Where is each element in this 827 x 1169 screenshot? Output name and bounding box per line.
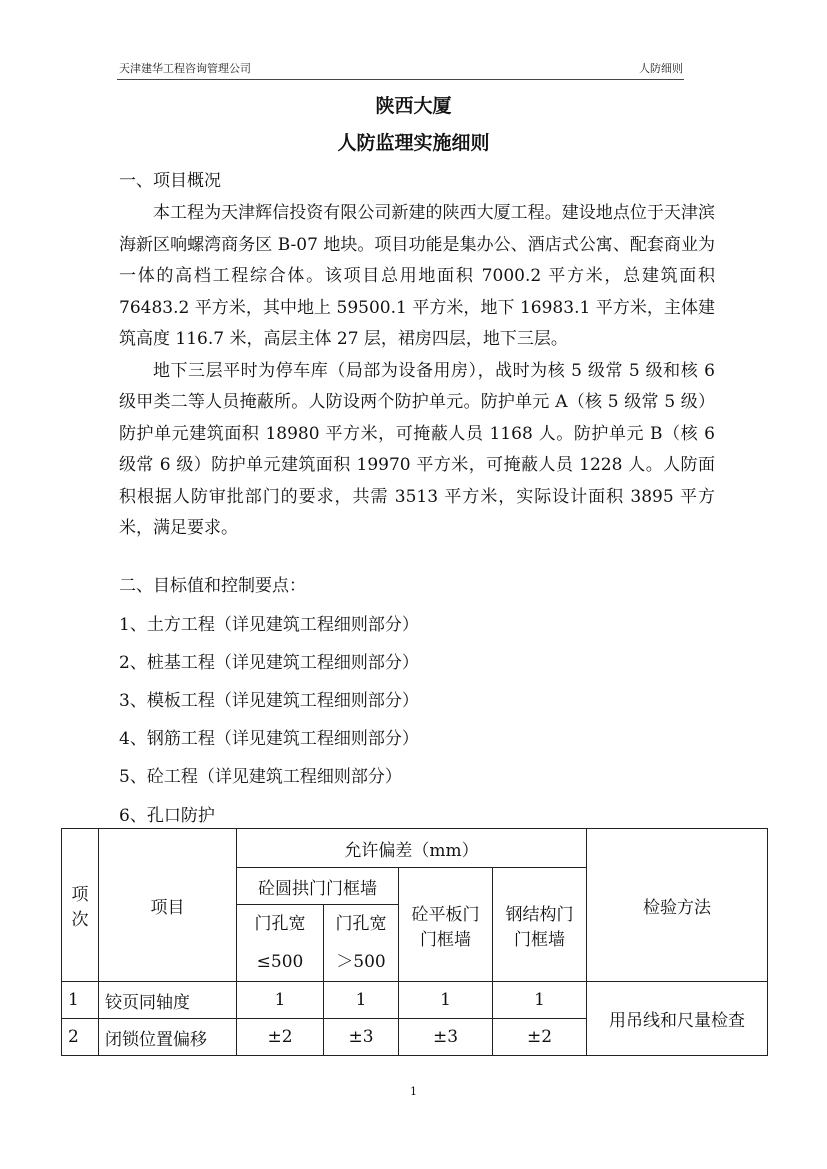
row-value: ±3 [324,1019,399,1056]
document-subtitle: 人防监理实施细则 [337,132,490,154]
header-company: 天津建华工程咨询管理公司 [119,62,251,75]
header-steel-door: 钢结构门门框墙 [493,868,587,982]
inspection-method: 用吊线和尺量检查 [587,982,768,1056]
header-doc-name: 人防细则 [639,62,683,75]
page-header [119,60,683,80]
row-value: 1 [324,982,399,1019]
header-slab-door: 砼平板门门框墙 [399,868,493,982]
document-title: 陕西大厦 [375,95,452,117]
row-value: ±3 [399,1019,493,1056]
page-number: 1 [410,1085,417,1098]
list-item: 3、模板工程（详见建筑工程细则部分） [119,691,419,711]
row-index: 2 [62,1019,99,1056]
list-item: 4、钢筋工程（详见建筑工程细则部分） [119,729,419,749]
header-width-small: 门孔宽≤500 [237,905,324,982]
list-item: 1、土方工程（详见建筑工程细则部分） [119,615,419,635]
row-item: 闭锁位置偏移 [99,1019,237,1056]
header-index: 项次 [62,829,99,982]
list-item: 5、砼工程（详见建筑工程细则部分） [119,767,402,787]
tolerance-table [61,828,768,1056]
header-tolerance: 允许偏差（mm） [237,829,587,868]
row-value: 1 [399,982,493,1019]
overview-paragraph-2: 地下三层平时为停车库（局部为设备用房），战时为核 5 级常 5 级和核 6 级甲类二等人员掩蔽所。人防设两个防护单元。防护单元 A（核 5 级常 5 级）防护单元建筑面积 18980 平方米，可掩蔽人员 1168 人。防护单元 B（核 6 级常 6 级）防护单元建筑面积 19970 平方米，可掩蔽人员 1228 人。人防面积根据人防审批部门的要求，共需 3513 平方米，实际设计面积 3895 平方米，满足要求。 [119,360,715,538]
header-width-large: 门孔宽＞500 [324,905,399,982]
row-value: 1 [493,982,587,1019]
header-item: 项目 [99,829,237,982]
list-item: 2、桩基工程（详见建筑工程细则部分） [119,653,419,673]
overview-paragraph-1: 本工程为天津辉信投资有限公司新建的陕西大厦工程。建设地点位于天津滨海新区响螺湾商务区 B-07 地块。项目功能是集办公、酒店式公寓、配套商业为一体的高档工程综合体。该项目总用地面积 7000.2 平方米，总建筑面积 76483.2 平方米，其中地上 59500.1 平方米，地下 16983.1 平方米，主体建筑高度 116.7 米，高层主体 27 层，裙房四层，地下三层。 [119,203,715,349]
header-divider [117,79,684,80]
section2-heading: 二、目标值和控制要点： [119,576,306,596]
row-item: 铰页同轴度 [99,982,237,1019]
header-method: 检验方法 [587,829,768,982]
header-arch-door: 砼圆拱门门框墙 [237,868,399,905]
list-item: 6、孔口防护 [119,806,215,826]
row-value: ±2 [237,1019,324,1056]
row-value: ±2 [493,1019,587,1056]
section1-heading: 一、项目概况 [119,171,221,191]
row-index: 1 [62,982,99,1019]
project-overview [119,198,715,545]
row-value: 1 [237,982,324,1019]
